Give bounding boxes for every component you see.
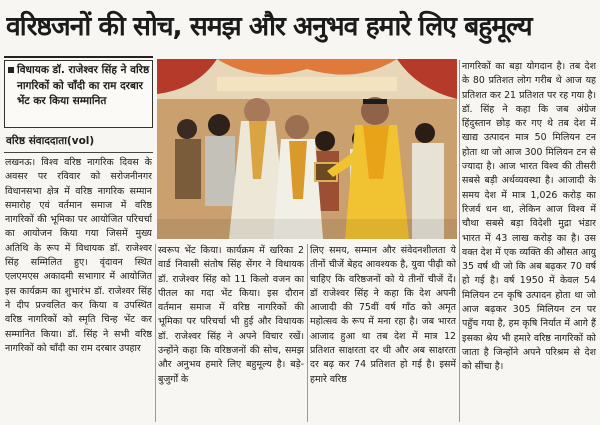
column-text: लिए समय, सम्मान और संवेदनशीलता ये तीनों चीजें बेहद आवश्यक है, युवा पीढ़ी को चाहिए कि वरिष्ठजनों को ये तीनों चीजें दें। डॉ राजेश्वर सिंह ने कहा कि देश अपनी आजादी की 75वीं वर्ष गाँठ को अमृत महोत्सव के रूप में मना रहा है। जब भारत आजाद हुआ था तब देश में मात्र 12 प्रतिशत साक्षरता दर थी और अब साक्षरता दर बढ़ कर 74 प्रतिशत हो गई है। इसमें हमारे वरिष्ठ [310,245,456,385]
column-divider [459,60,460,422]
bullet-icon [8,67,14,73]
deck-rule [4,56,153,58]
column-text: लखनऊ। विश्व वरिष्ठ नागरिक दिवस के अवसर पर रविवार को सरोजनीनगर विधानसभा क्षेत्र में वरिष्ठ नागरिक सम्मान समारोह एवं वर्तमान समाज में वरिष्ठ नागरिकों की भूमिका पर आयोजित परिचर्चा का आयोजन किया गया जिसमें मुख्य अतिथि के रूप में विधायक डॉ. राजेश्वर सिंह सम्मिलित हुए। वृंदावन स्थित एलएमएस अकादमी सभागार में आयोजित इस कार्यक्रम का शुभारंभ डॉ. राजेश्वर सिंह ने दीप प्रज्वलित कर किया व उपस्थित वरिष्ठ नागरिकों को स्मृति चिन्ह भेंट कर सम्मानित किया। डॉ. सिंह ने सभी वरिष्ठ नागरिकों को चाँदी का राम दरबार उपहार [5,157,152,354]
column-divider [307,244,308,422]
column-text: स्वरूप भेंट किया। कार्यक्रम में खरिका 2 वार्ड निवासी संतोष सिंह सेंगर ने विधायक डॉ. राजेश्वर सिंह को 11 किलो वजन का पीतल का गदा भेंट किया। इस दौरान वर्तमान समाज में वरिष्ठ नागरिकों की भूमिका पर परिचर्चा भी हुई और विधायक डॉ. राजेश्वर सिंह ने अपने विचार रखें। उन्होंने कहा कि वरिष्ठजनों की सोच, समझ और अनुभव हमारे लिए बहुमूल्य है। बड़े-बुजुर्गों के [158,245,304,385]
deck-box [4,60,153,128]
headline: वरिष्ठजनों की सोच, समझ और अनुभव हमारे लिए बहुमूल्य [6,11,532,42]
deck-text: विधायक डॉ. राजेश्वर सिंह ने वरिष्ठ नागरिकों को चाँदी का राम दरबार भेंट कर किया सम्मानित [17,64,150,107]
text-column-middle-1 [158,244,304,422]
byline-rule [4,152,153,153]
byline: वरिष्ठ संवाददाता(vol) [6,135,95,147]
column-text: नागरिकों का बड़ा योगदान है। तब देश के 80 प्रतिशत लोग गरीब थे आज यह प्रतिशत कर 21 प्रतिशत पर रह गया है। डॉ. सिंह ने कहा कि जब अंग्रेज हिंदुस्तान छोड़ कर गए थे तब देश में खाद्य उत्पादन मात्र 50 मिलियन टन होता था जो आज 300 मिलियन टन से ज्यादा है। आज भारत विश्व की तीसरी सबसे बड़ी अर्थव्यवस्था है। आजादी के समय देश में मात्र 1,026 करोड़ का रिजर्व धन था, लेकिन आज विश्व में चौथा सबसे बड़ा विदेशी मुद्रा भंडार भारत में 43 लाख करोड़ का है। उस वक्त देश में एक व्यक्ति की औसत आयु 35 वर्ष थी जो कि अब बढ़कर 70 वर्ष हो गई है। वर्ष 1950 में केवल 54 मिलियन टन कृषि उत्पादन होता था जो आज बढ़कर 305 मिलियन टन पर पहुँच गया है, हम कृषि निर्यात में आगे हैं इसका श्रेय भी हमारे वरिष्ठ नागरिकों को जाता है जिन्होंने अपने परिश्रम से देश को सींचा है। [462,61,596,373]
event-photo [157,59,457,239]
text-column-middle-2 [310,244,456,422]
text-column-right [462,60,596,422]
column-divider [155,244,156,422]
photo-illustration [157,59,457,239]
text-column-left [5,156,152,422]
